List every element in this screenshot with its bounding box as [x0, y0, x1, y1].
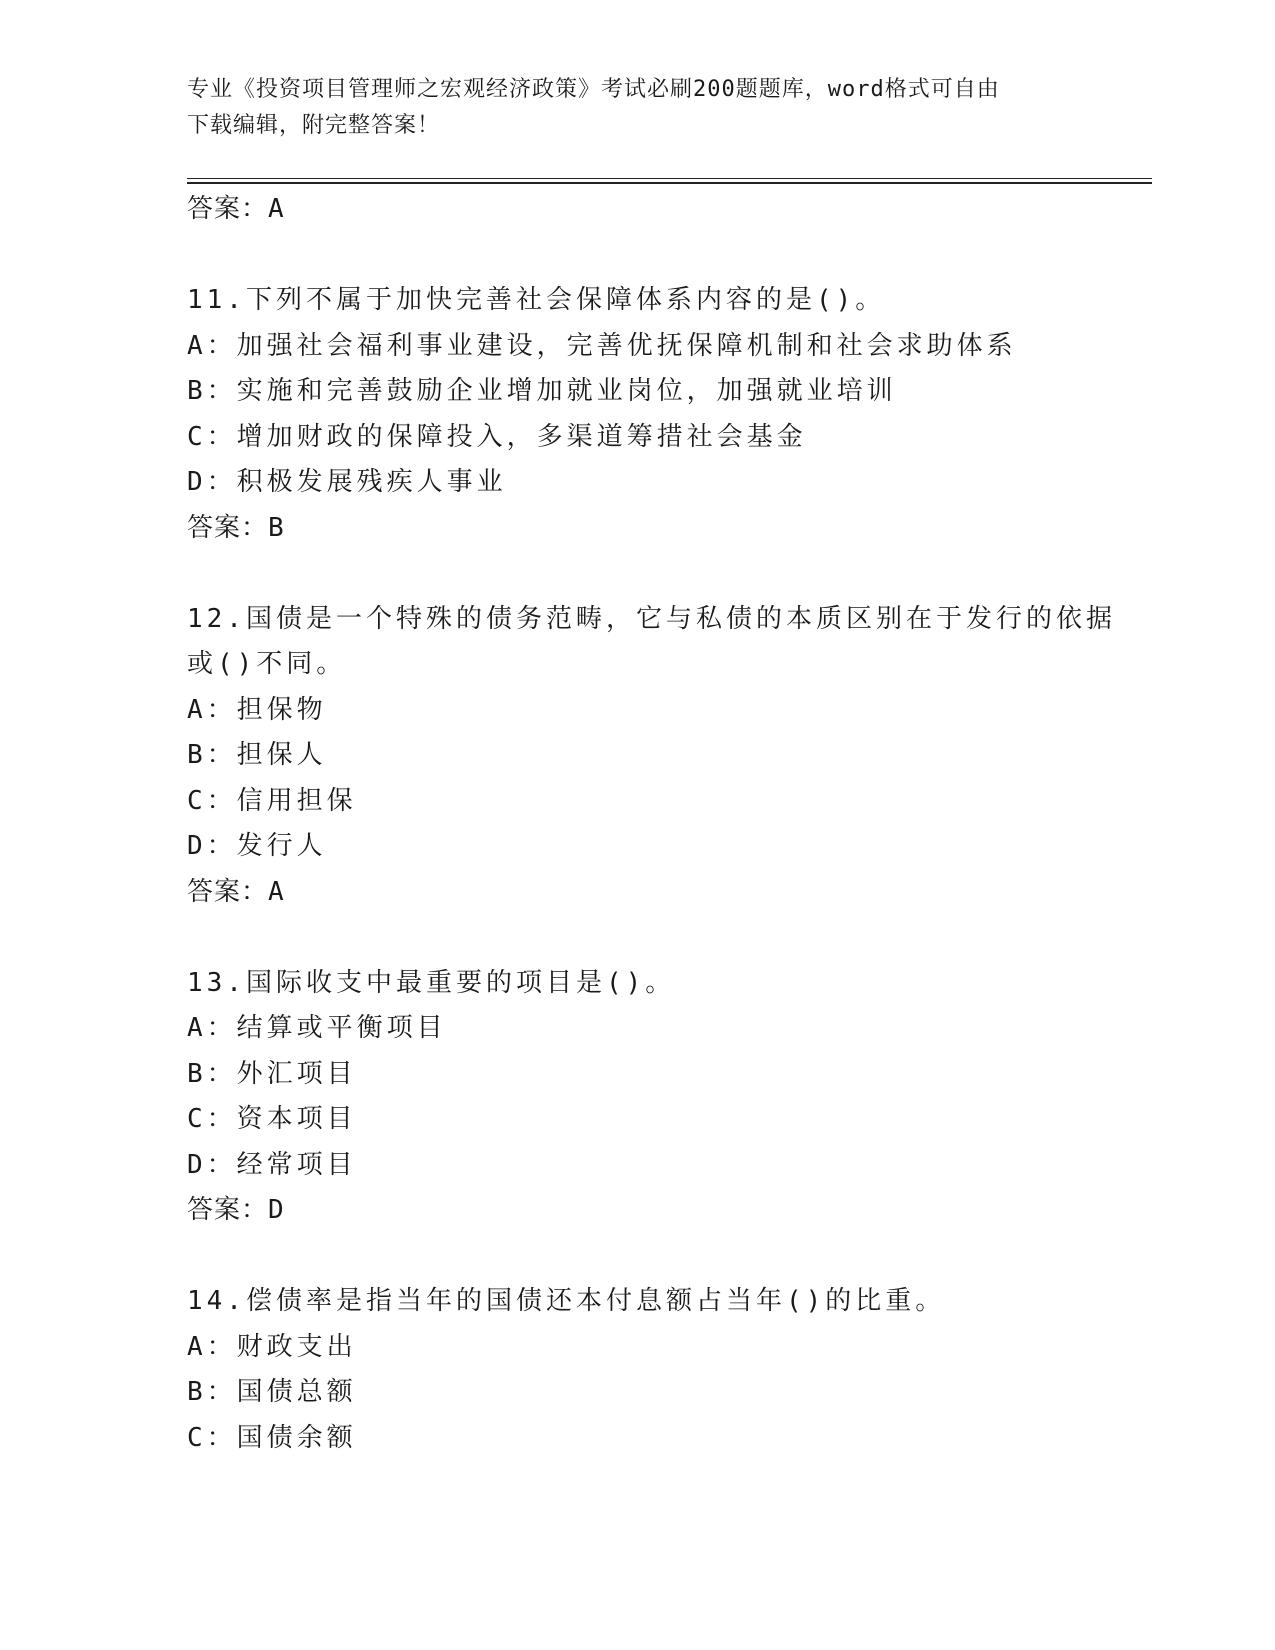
option-d: D：发行人: [187, 831, 327, 861]
question-11: [187, 278, 1152, 551]
option-a: A：财政支出: [187, 1331, 357, 1362]
option-b: B：实施和完善鼓励企业增加就业岗位，加强就业培训: [187, 376, 897, 406]
answer: 答案：B: [187, 512, 285, 543]
option-b: B：外汇项目: [187, 1058, 357, 1089]
option-c: C：增加财政的保障投入，多渠道筹措社会基金: [187, 421, 807, 452]
question-stem: 11.下列不属于加快完善社会保障体系内容的是()。: [187, 285, 886, 315]
option-b: B：担保人: [187, 740, 327, 770]
answer: 答案：A: [187, 876, 285, 907]
question-14: [187, 1279, 1152, 1461]
question-13: [187, 961, 1152, 1234]
header-line-2: 下载编辑，附完整答案！: [187, 113, 441, 138]
document-header: [187, 72, 1067, 144]
answer: 答案：D: [187, 1195, 285, 1225]
header-line-1: 专业《投资项目管理师之宏观经济政策》考试必刷200题题库，word格式可自由: [187, 77, 1000, 102]
question-stem: 12.国债是一个特殊的债务范畴，它与私债的本质区别在于发行的依据: [187, 603, 1116, 634]
question-stem-continued: 或()不同。: [187, 649, 347, 679]
option-c: C：信用担保: [187, 785, 357, 816]
question-12: [187, 597, 1152, 916]
question-list: [187, 187, 1152, 1461]
question-stem: 13.国际收支中最重要的项目是()。: [187, 967, 676, 998]
option-d: D：经常项目: [187, 1149, 357, 1180]
option-a: A：加强社会福利事业建设，完善优抚保障机制和社会求助体系: [187, 330, 1017, 361]
option-d: D：积极发展残疾人事业: [187, 467, 507, 497]
option-c: C：国债余额: [187, 1422, 357, 1453]
header-divider: [187, 178, 1152, 184]
option-a: A：结算或平衡项目: [187, 1013, 447, 1043]
option-c: C：资本项目: [187, 1104, 357, 1134]
option-a: A：担保物: [187, 694, 327, 725]
question-stem: 14.偿债率是指当年的国债还本付息额占当年()的比重。: [187, 1286, 946, 1316]
previous-answer: 答案：A: [187, 194, 285, 224]
option-b: B：国债总额: [187, 1377, 357, 1407]
